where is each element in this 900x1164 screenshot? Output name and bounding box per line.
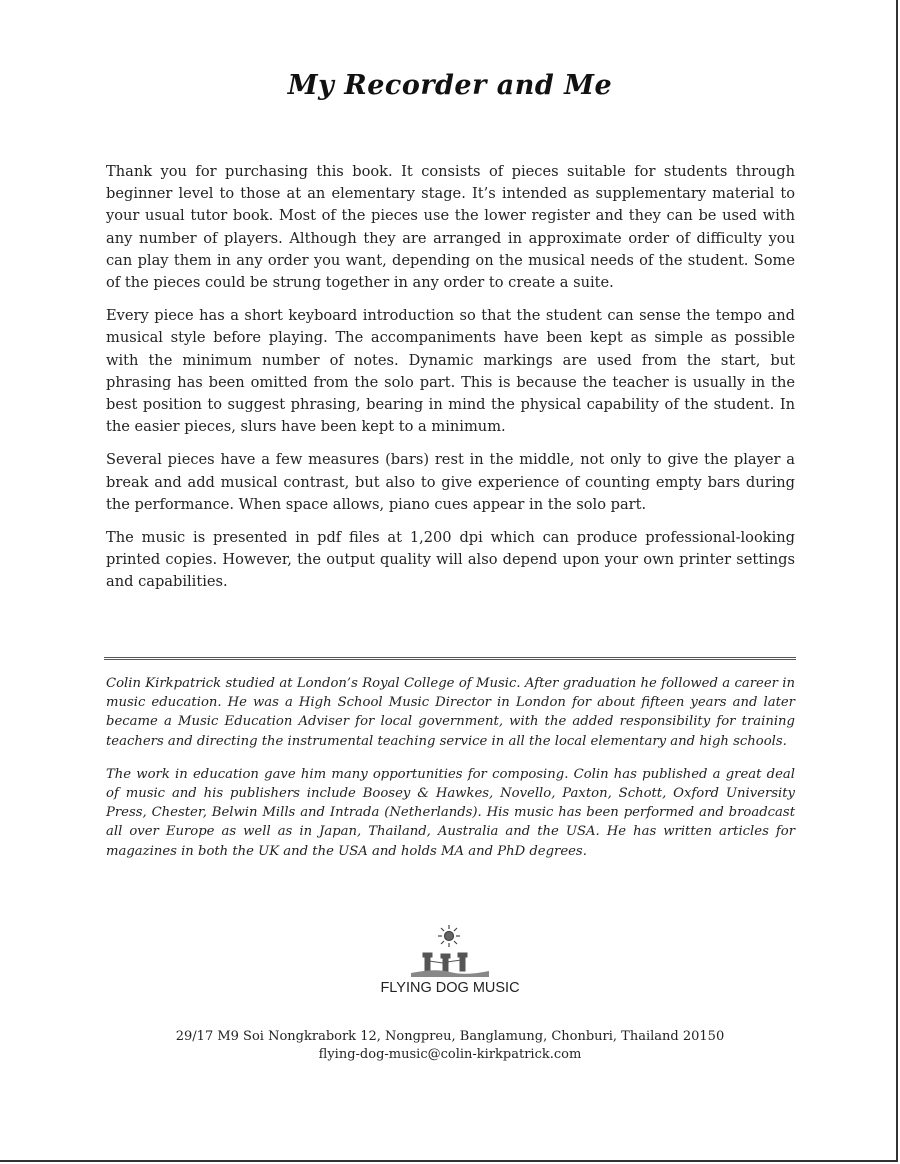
flying-dog-logo-icon xyxy=(405,925,495,980)
bio-paragraph: The work in education gave him many opportunities for composing. Colin has published a great deal of music and his publishers include Boosey & Hawkes, Novello, Paxton, Schott, Oxford University Press, Chester, Belwin Mills and Intrada (Netherlands). His music has been performed and broadcast all over Europe as well as in Japan, Thailand, Australia and the USA. He has written articles for magazines in both the UK and the USA and holds MA and PhD degrees. xyxy=(106,766,795,859)
publisher-name: FLYING DOG MUSIC xyxy=(380,980,520,996)
intro-paragraph: Several pieces have a few measures (bars) rest in the middle, not only to give the player a break and add musical contrast, but also to give experience of counting empty bars during the performance. When space allows, piano cues appear in the solo part. xyxy=(106,451,795,513)
publisher-email: flying-dog-music@colin-kirkpatrick.com xyxy=(318,1047,582,1062)
page-title: My Recorder and Me xyxy=(287,70,613,101)
intro-paragraph: Every piece has a short keyboard introduction so that the student can sense the tempo and musical style before playing. The accompaniments have been kept as simple as possible with the minimum number of notes. Dynamic markings are used from the start, but phrasing has been omitted from the solo part. This is because the teacher is usually in the best position to suggest phrasing, bearing in mind the physical capability of the student. In the easier pieces, slurs have been kept to a minimum. xyxy=(106,307,795,436)
intro-paragraph: The music is presented in pdf files at 1,200 dpi which can produce professional-looking printed copies. However, the output quality will also depend upon your own printer settings and capabilities. xyxy=(106,529,795,591)
intro-section xyxy=(106,161,795,605)
section-divider xyxy=(104,657,796,660)
bio-paragraph: Colin Kirkpatrick studied at London’s Royal College of Music. After graduation he followed a career in music education. He was a High School Music Director in London for about fifteen years and later became a Music Education Adviser for local government, with the added responsibility for training teachers and directing the instrumental teaching service in all the local elementary and high schools. xyxy=(106,676,795,749)
composer-bio xyxy=(106,674,795,875)
publisher-contact xyxy=(0,1028,900,1064)
publisher-address: 29/17 M9 Soi Nongkrabork 12, Nongpreu, Banglamung, Chonburi, Thailand 20150 xyxy=(175,1029,725,1044)
intro-paragraph: Thank you for purchasing this book. It consists of pieces suitable for students through beginner level to those at an elementary stage. It’s intended as supplementary material to your usual tutor book. Most of the pieces use the lower register and they can be used with any number of players. Although they are arranged in approximate order of difficulty you can play them in any order you want, depending on the musical needs of the student. Some of the pieces could be strung together in any order to create a suite. xyxy=(106,163,795,292)
